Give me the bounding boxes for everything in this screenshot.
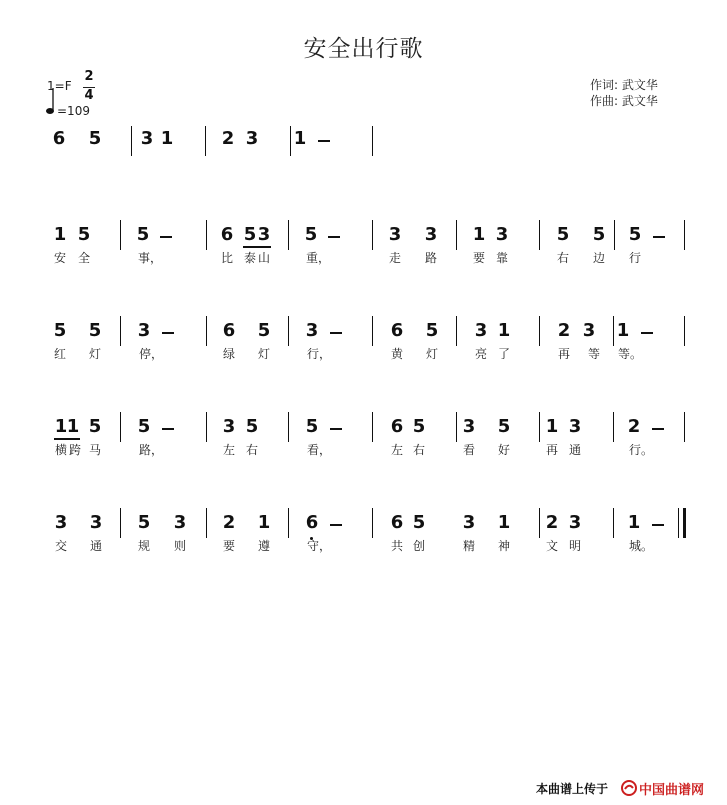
note: 3 xyxy=(388,224,402,245)
note: 1 xyxy=(257,512,271,533)
lyric: 右 xyxy=(245,443,258,457)
lyric: 全 xyxy=(77,251,90,265)
lyric: 看 xyxy=(462,443,475,457)
bar-line xyxy=(120,220,121,250)
note: 3 xyxy=(462,416,476,437)
note: 3 xyxy=(582,320,596,341)
note: 5 xyxy=(497,416,511,437)
score-title: 安全出行歌 xyxy=(303,36,424,62)
sustain-dash xyxy=(330,524,342,526)
note: 5 xyxy=(305,416,319,437)
note: 5 xyxy=(257,320,271,341)
bar-line xyxy=(456,220,457,250)
bar-line xyxy=(288,316,289,346)
note: 5 xyxy=(412,512,426,533)
note: 3 xyxy=(137,320,151,341)
note: 1 xyxy=(616,320,630,341)
lyric: 灯 xyxy=(257,347,270,361)
note: 1 xyxy=(497,512,511,533)
bar-line xyxy=(684,220,685,250)
note: 1 xyxy=(53,224,67,245)
sustain-dash xyxy=(318,140,330,142)
note: 6 xyxy=(390,320,404,341)
lyric: 停， xyxy=(138,347,163,361)
lyric: 行， xyxy=(306,347,331,361)
bar-line xyxy=(456,316,457,346)
lyric: 规 xyxy=(137,539,150,553)
lyric: 跨 xyxy=(68,443,81,457)
bar-line xyxy=(131,126,132,156)
note: 5 xyxy=(88,320,102,341)
lyric: 亮 xyxy=(474,347,487,361)
note: 3 xyxy=(424,224,438,245)
note: 5 xyxy=(628,224,642,245)
bar-line xyxy=(684,412,685,442)
note: 6 xyxy=(390,416,404,437)
lyric: 横 xyxy=(54,443,67,457)
bar-line xyxy=(120,508,121,538)
bar-line xyxy=(206,220,207,250)
score-row-1 xyxy=(0,126,727,186)
note: 1 xyxy=(472,224,486,245)
sustain-dash xyxy=(330,428,342,430)
lyric: 文 xyxy=(545,539,558,553)
lyric: 守， xyxy=(306,539,331,553)
lyric: 要 xyxy=(222,539,235,553)
bar-line xyxy=(614,220,615,250)
lyric: 路 xyxy=(424,251,437,265)
sustain-dash xyxy=(641,332,653,334)
note: 3 xyxy=(173,512,187,533)
bar-line xyxy=(372,508,373,538)
note: 5 xyxy=(245,416,259,437)
bar-line xyxy=(205,126,206,156)
bar-line xyxy=(539,412,540,442)
note: 3 xyxy=(474,320,488,341)
key-signature: 1=F xyxy=(47,79,72,93)
score-row-4 xyxy=(0,416,727,476)
bar-line xyxy=(206,316,207,346)
score-row-2 xyxy=(0,224,727,284)
lyric: 事， xyxy=(137,251,162,265)
lyric: 行。 xyxy=(628,443,653,457)
bar-line xyxy=(613,508,614,538)
note: 3 xyxy=(568,512,582,533)
upload-note: 本曲谱上传于 xyxy=(536,782,609,796)
time-signature-bottom: 4 xyxy=(84,88,94,103)
lyric: 通 xyxy=(89,539,102,553)
note: 3 xyxy=(89,512,103,533)
note: 1 xyxy=(66,416,80,437)
lyric: 右 xyxy=(556,251,569,265)
note: 5 xyxy=(53,320,67,341)
lyric: 路， xyxy=(138,443,163,457)
bar-line xyxy=(288,220,289,250)
bar-line xyxy=(372,316,373,346)
lyric: 比 xyxy=(220,251,233,265)
note: 6 xyxy=(52,128,66,149)
note: 5 xyxy=(243,224,257,245)
bar-line xyxy=(288,508,289,538)
note: 3 xyxy=(245,128,259,149)
lyric: 红 xyxy=(53,347,66,361)
bar-line xyxy=(206,508,207,538)
note: 5 xyxy=(137,416,151,437)
beam-underline xyxy=(54,438,80,440)
lyric: 则 xyxy=(173,539,186,553)
note: 5 xyxy=(412,416,426,437)
note: 2 xyxy=(222,512,236,533)
lyric: 马 xyxy=(88,443,101,457)
note: 2 xyxy=(221,128,235,149)
note: 1 xyxy=(627,512,641,533)
note: 5 xyxy=(592,224,606,245)
lyric: 走 xyxy=(388,251,401,265)
note: 3 xyxy=(140,128,154,149)
sustain-dash xyxy=(160,236,172,238)
note: 3 xyxy=(222,416,236,437)
bar-line xyxy=(372,126,373,156)
lyric: 泰 xyxy=(243,251,256,265)
lyric: 灯 xyxy=(88,347,101,361)
lyric: 交 xyxy=(54,539,67,553)
lyric: 左 xyxy=(390,443,403,457)
note: 6 xyxy=(220,224,234,245)
sustain-dash xyxy=(162,332,174,334)
lyric: 靠 xyxy=(495,251,508,265)
bar-line xyxy=(120,412,121,442)
note: 6 xyxy=(222,320,236,341)
bar-line xyxy=(539,508,540,538)
lyricist-credit: 作词: 武文华 xyxy=(590,78,658,92)
bar-line xyxy=(456,412,457,442)
note: 1 xyxy=(293,128,307,149)
site-logo-icon xyxy=(621,780,637,796)
note: 5 xyxy=(88,128,102,149)
lyric: 重， xyxy=(305,251,330,265)
lyric: 好 xyxy=(497,443,510,457)
bar-line xyxy=(684,316,685,346)
lyric: 黄 xyxy=(390,347,403,361)
note: 2 xyxy=(545,512,559,533)
note: 5 xyxy=(136,224,150,245)
note: 3 xyxy=(305,320,319,341)
time-signature-top: 2 xyxy=(84,69,94,84)
sustain-dash xyxy=(162,428,174,430)
site-logo[interactable] xyxy=(621,778,725,798)
lyric: 创 xyxy=(412,539,425,553)
sustain-dash xyxy=(652,524,664,526)
tempo-marking: =109 xyxy=(57,104,90,118)
quarter-note-icon xyxy=(45,86,55,116)
bar-line xyxy=(539,220,540,250)
note: 3 xyxy=(462,512,476,533)
sustain-dash xyxy=(652,428,664,430)
lyric: 再 xyxy=(557,347,570,361)
lyric: 再 xyxy=(545,443,558,457)
bar-line xyxy=(206,412,207,442)
lyric: 右 xyxy=(412,443,425,457)
lyric: 等。 xyxy=(617,347,642,361)
lyric: 安 xyxy=(53,251,66,265)
sustain-dash xyxy=(330,332,342,334)
final-bar-line-thin xyxy=(678,508,679,538)
sustain-dash xyxy=(653,236,665,238)
bar-line xyxy=(290,126,291,156)
lyric: 明 xyxy=(568,539,581,553)
lyric: 等 xyxy=(587,347,600,361)
note: 5 xyxy=(137,512,151,533)
note: 5 xyxy=(88,416,102,437)
bar-line xyxy=(372,220,373,250)
bar-line xyxy=(372,412,373,442)
note: 1 xyxy=(54,416,68,437)
note: 5 xyxy=(77,224,91,245)
sustain-dash xyxy=(328,236,340,238)
composer-credit: 作曲: 武文华 xyxy=(590,94,658,108)
lyric: 山 xyxy=(257,251,270,265)
score-row-3 xyxy=(0,320,727,380)
note: 1 xyxy=(497,320,511,341)
lyric: 灯 xyxy=(425,347,438,361)
lyric: 边 xyxy=(592,251,605,265)
lyric: 通 xyxy=(568,443,581,457)
lyric: 了 xyxy=(497,347,510,361)
note: 6 xyxy=(305,512,319,533)
lyric: 行 xyxy=(628,251,641,265)
note: 3 xyxy=(495,224,509,245)
beam-underline xyxy=(243,246,271,248)
final-bar-line-thick xyxy=(683,508,686,538)
lyric: 左 xyxy=(222,443,235,457)
note: 3 xyxy=(568,416,582,437)
note: 5 xyxy=(556,224,570,245)
lyric: 绿 xyxy=(222,347,235,361)
note: 5 xyxy=(304,224,318,245)
note: 6 xyxy=(390,512,404,533)
lyric: 看， xyxy=(306,443,331,457)
lyric: 神 xyxy=(497,539,510,553)
bar-line xyxy=(288,412,289,442)
lyric: 共 xyxy=(390,539,403,553)
lyric: 城。 xyxy=(628,539,653,553)
note: 2 xyxy=(557,320,571,341)
bar-line xyxy=(120,316,121,346)
note: 2 xyxy=(627,416,641,437)
bar-line xyxy=(539,316,540,346)
bar-line xyxy=(613,412,614,442)
note: 1 xyxy=(545,416,559,437)
lyric: 遵 xyxy=(257,539,270,553)
note: 5 xyxy=(425,320,439,341)
note: 3 xyxy=(257,224,271,245)
note: 1 xyxy=(160,128,174,149)
site-name: 中国曲谱网 xyxy=(639,783,705,798)
lyric: 精 xyxy=(462,539,475,553)
bar-line xyxy=(613,316,614,346)
score-row-5 xyxy=(0,512,727,572)
lyric: 要 xyxy=(472,251,485,265)
note: 3 xyxy=(54,512,68,533)
